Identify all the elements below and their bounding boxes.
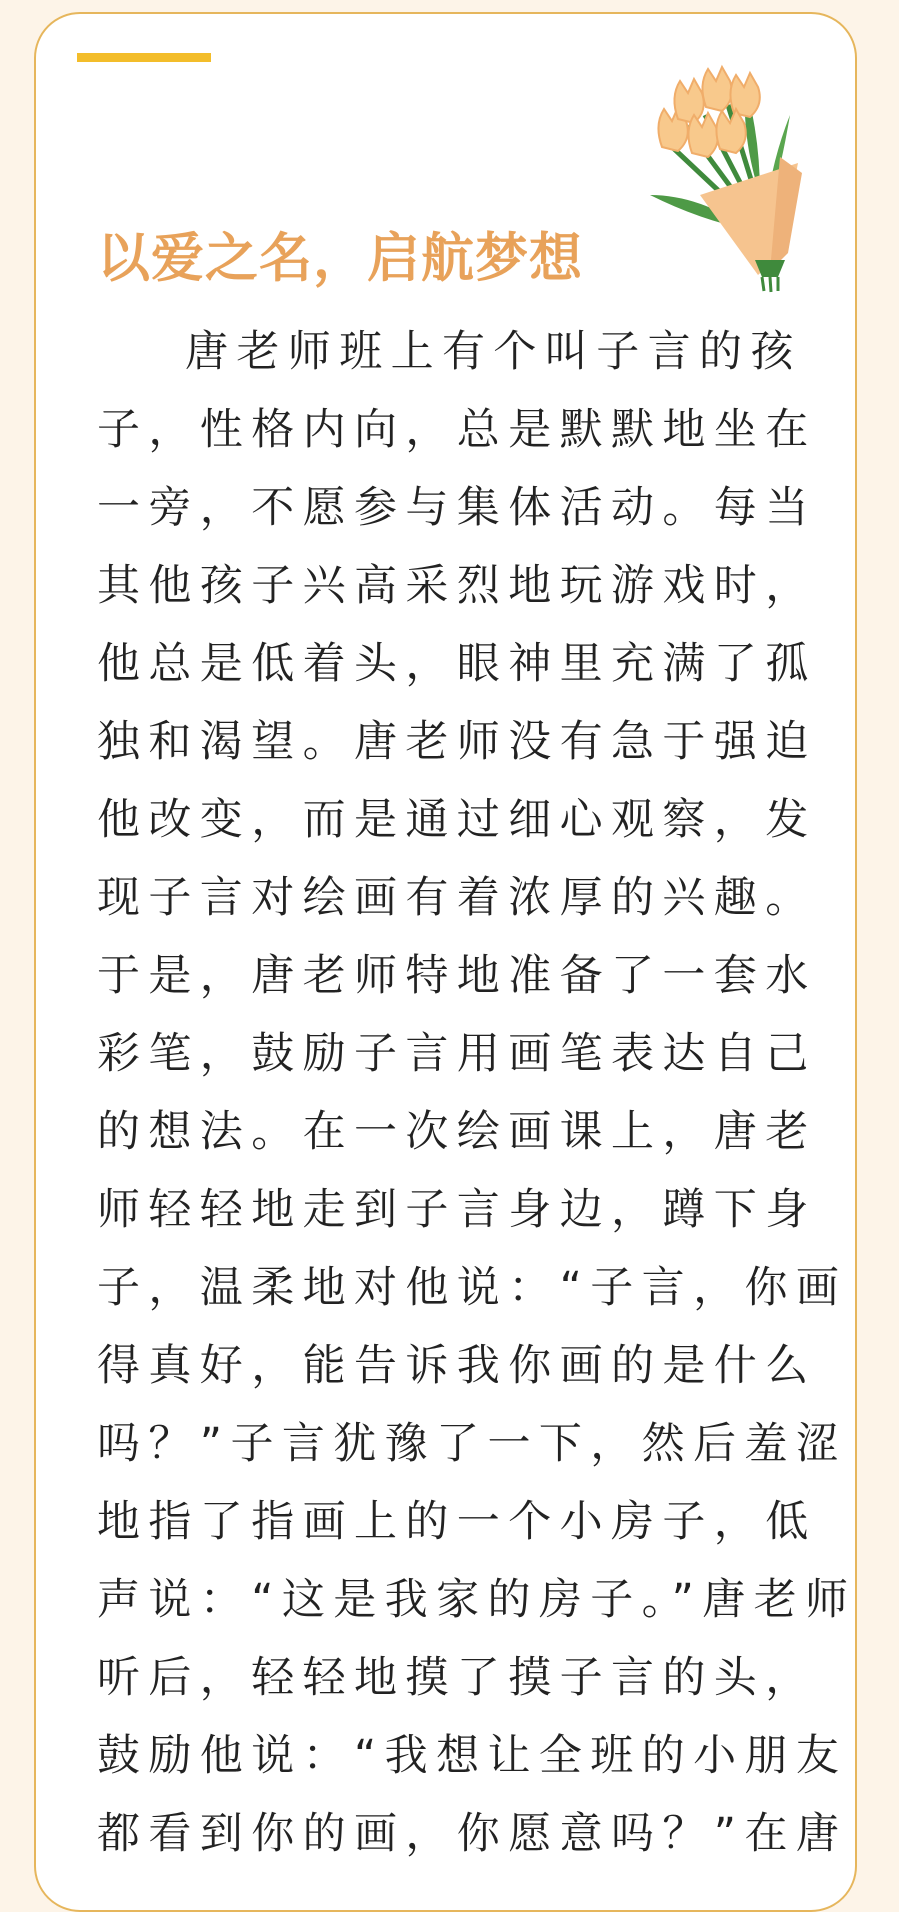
text-line: 现子言对绘画有着浓厚的兴趣。 (97, 873, 817, 923)
text-line: 他改变，而是通过细心观察，发 (97, 795, 817, 845)
tulip-bouquet-icon (630, 45, 810, 295)
text-line: 听后，轻轻地摸了摸子言的头， (97, 1653, 817, 1703)
text-line: 彩笔，鼓励子言用画笔表达自己 (97, 1029, 817, 1079)
text-line: 独和渴望。唐老师没有急于强迫 (97, 717, 817, 767)
text-line: 他总是低着头，眼神里充满了孤 (97, 639, 817, 689)
text-line: 子，温柔地对他说：“子言，你画 (97, 1263, 848, 1313)
text-line: 地指了指画上的一个小房子，低 (97, 1497, 817, 1547)
article-title: 以爱之名，启航梦想 (97, 228, 583, 289)
text-line: 一旁，不愿参与集体活动。每当 (97, 483, 817, 533)
accent-bar (77, 53, 211, 62)
text-line: 吗？”子言犹豫了一下，然后羞涩 (97, 1419, 848, 1469)
text-line: 声说：“这是我家的房子。”唐老师 (97, 1575, 857, 1625)
text-line: 师轻轻地走到子言身边，蹲下身 (97, 1185, 817, 1235)
text-line: 子，性格内向，总是默默地坐在 (97, 405, 817, 455)
text-line: 于是，唐老师特地准备了一套水 (97, 951, 817, 1001)
text-line: 唐老师班上有个叫子言的孩 (185, 327, 802, 377)
text-line: 其他孩子兴高采烈地玩游戏时， (97, 561, 817, 611)
text-line: 都看到你的画，你愿意吗？”在唐 (97, 1809, 848, 1859)
text-line: 鼓励他说：“我想让全班的小朋友 (97, 1731, 848, 1781)
text-line: 得真好，能告诉我你画的是什么 (97, 1341, 817, 1391)
text-line: 的想法。在一次绘画课上，唐老 (97, 1107, 817, 1157)
